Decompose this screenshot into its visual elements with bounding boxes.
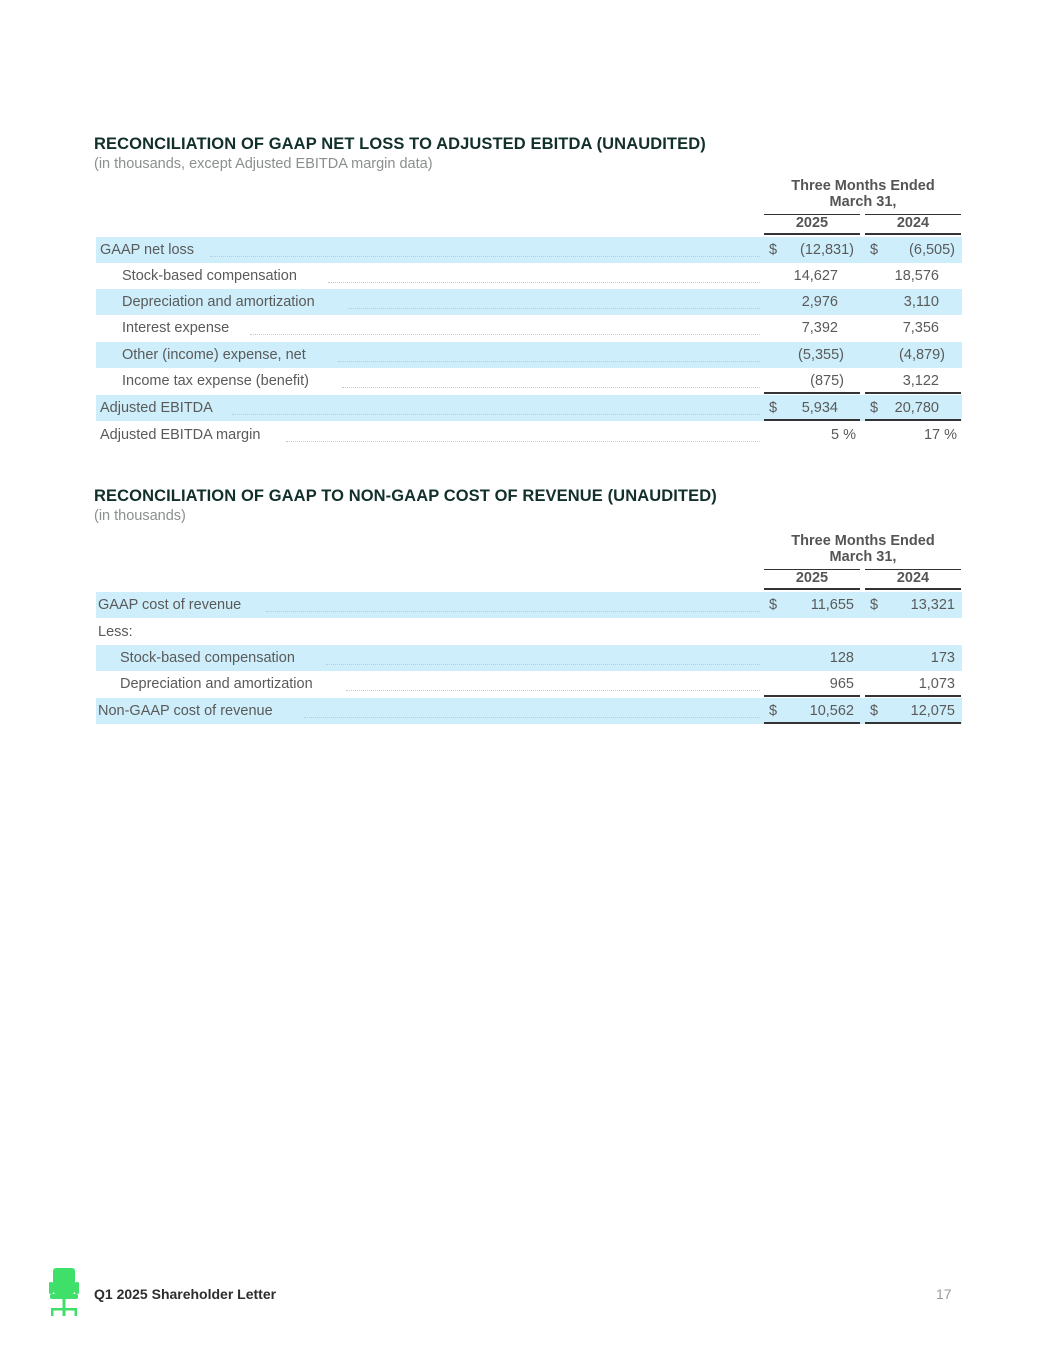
table-row <box>96 263 962 289</box>
value-2024: 18,576 <box>894 268 939 284</box>
value-2024: 17 % <box>923 427 957 443</box>
table-row <box>96 315 962 341</box>
ebitda-section <box>94 135 964 443</box>
period-header-line1: Three Months Ended <box>791 533 935 549</box>
table-row <box>96 395 962 421</box>
office-chair-icon <box>48 1268 80 1318</box>
period-header-line2: March 31, <box>829 549 897 565</box>
period-header-line1: Three Months Ended <box>791 178 935 194</box>
value-2024: 3,122 <box>902 373 939 389</box>
currency: $ <box>769 242 778 258</box>
row-label: Adjusted EBITDA margin <box>100 427 261 443</box>
value-2025: 10,562 <box>809 703 854 719</box>
currency: $ <box>870 400 879 416</box>
value-2025: 14,627 <box>793 268 838 284</box>
value-2024: (6,505) <box>909 242 955 258</box>
table-row <box>96 289 962 315</box>
value-2025: 5,934 <box>801 400 838 416</box>
period-header <box>765 533 961 565</box>
section-subtitle: (in thousands) <box>94 508 186 524</box>
row-label: Depreciation and amortization <box>122 294 315 310</box>
section-title: RECONCILIATION OF GAAP TO NON-GAAP COST OF REVENUE (UNAUDITED) <box>94 487 717 505</box>
table-row <box>96 368 962 394</box>
value-2025: (875) <box>810 373 844 389</box>
row-label: GAAP net loss <box>100 242 195 258</box>
currency: $ <box>870 597 879 613</box>
value-2025: 11,655 <box>810 597 854 613</box>
table-row <box>96 698 962 724</box>
currency: $ <box>769 400 778 416</box>
value-2024: 12,075 <box>910 703 955 719</box>
value-2025: (5,355) <box>798 347 844 363</box>
value-2025: 5 % <box>831 427 856 443</box>
row-label: Interest expense <box>122 320 230 336</box>
period-header-line2: March 31, <box>829 194 897 210</box>
value-2024: 1,073 <box>918 676 955 692</box>
row-label: Stock-based compensation <box>122 268 297 284</box>
currency: $ <box>769 703 778 719</box>
value-2024: 173 <box>930 650 955 666</box>
year-2025-header: 2025 <box>764 214 860 235</box>
table-row <box>96 619 962 645</box>
table-row <box>96 237 962 263</box>
table-row <box>96 671 962 697</box>
row-label: Non-GAAP cost of revenue <box>98 703 273 719</box>
row-label: Less: <box>98 624 133 640</box>
period-header <box>765 178 961 210</box>
row-label: Adjusted EBITDA <box>100 400 213 416</box>
row-label: Other (income) expense, net <box>122 347 306 363</box>
page-number: 17 <box>936 1286 952 1302</box>
row-label: Income tax expense (benefit) <box>122 373 309 389</box>
value-2024: 7,356 <box>902 320 939 336</box>
row-label: GAAP cost of revenue <box>98 597 242 613</box>
year-2024-header: 2024 <box>865 214 961 235</box>
section-subtitle: (in thousands, except Adjusted EBITDA margin data) <box>94 156 433 172</box>
currency: $ <box>870 242 879 258</box>
section-title: RECONCILIATION OF GAAP NET LOSS TO ADJUSTED EBITDA (UNAUDITED) <box>94 135 706 153</box>
cost-of-revenue-section <box>94 487 964 719</box>
value-2025: 7,392 <box>801 320 838 336</box>
year-2025-header: 2025 <box>764 569 860 590</box>
table-row <box>96 592 962 618</box>
table-row <box>96 645 962 671</box>
row-label: Depreciation and amortization <box>120 676 313 692</box>
value-2025: 128 <box>829 650 854 666</box>
year-2024-header: 2024 <box>865 569 961 590</box>
value-2025: 2,976 <box>801 294 838 310</box>
value-2024: 13,321 <box>910 597 955 613</box>
value-2025: (12,831) <box>799 242 854 258</box>
value-2025: 965 <box>829 676 854 692</box>
value-2024: 3,110 <box>903 294 939 310</box>
table-row <box>96 342 962 368</box>
value-2024: (4,879) <box>899 347 945 363</box>
table-row <box>96 422 962 448</box>
row-label: Stock-based compensation <box>120 650 295 666</box>
footer-label: Q1 2025 Shareholder Letter <box>94 1286 277 1302</box>
currency: $ <box>769 597 778 613</box>
currency: $ <box>870 703 879 719</box>
value-2024: 20,780 <box>894 400 939 416</box>
